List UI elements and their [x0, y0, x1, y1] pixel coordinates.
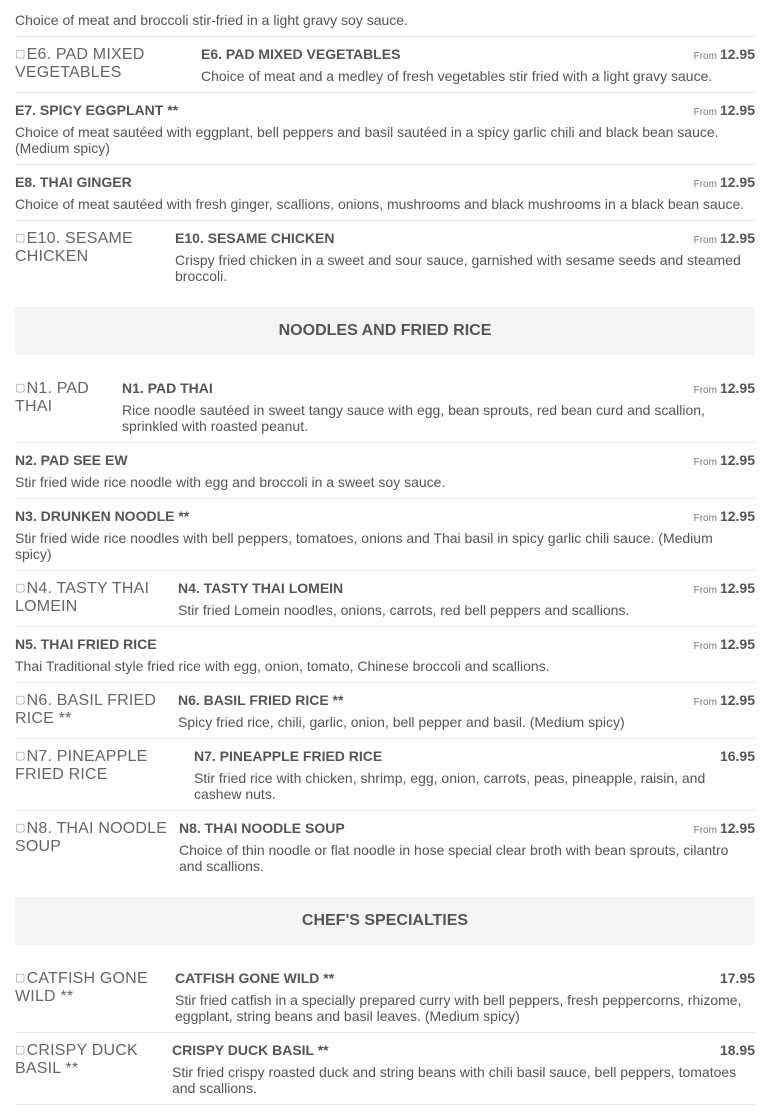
price-amount: 12.95 — [719, 580, 755, 596]
menu-item-name[interactable]: N5. THAI FRIED RICE — [15, 636, 157, 652]
menu-item[interactable] — [15, 739, 755, 811]
price-amount: 12.95 — [719, 230, 755, 246]
menu-item[interactable] — [15, 961, 755, 1033]
price-amount: 12.95 — [719, 452, 755, 468]
menu-item[interactable] — [15, 443, 755, 499]
menu-item-name[interactable]: E8. THAI GINGER — [15, 174, 132, 190]
menu-item[interactable] — [15, 165, 755, 221]
menu-item-inner[interactable] — [15, 93, 755, 164]
menu-item-header — [172, 1041, 755, 1059]
menu-item-description: Choice of meat sautéed with eggplant, bell peppers and basil sautéed in a spicy garlic chili and black bean sauce. (Medium spicy) — [15, 124, 719, 156]
price-amount: 12.95 — [719, 102, 755, 118]
menu-item-description: Stir fried rice with chicken, shrimp, egg, onion, carrots, peas, pineapple, raisin, and cashew nuts. — [194, 770, 706, 802]
menu-item-price — [720, 1042, 755, 1058]
menu-item-image — [15, 45, 201, 82]
menu-item-body — [194, 747, 755, 802]
menu-item-inner[interactable] — [15, 165, 755, 220]
menu-item-price — [694, 174, 755, 190]
price-from-label: From — [693, 179, 717, 190]
menu-item-inner[interactable] — [15, 961, 755, 1032]
menu-item-image — [15, 579, 178, 616]
image-alt-text: ▢ N4. TASTY THAI LOMEIN — [15, 580, 149, 615]
menu-item-name[interactable]: E6. PAD MIXED VEGETABLES — [201, 46, 401, 62]
image-alt-text: ▢ N1. PAD THAI — [15, 380, 89, 415]
menu-item-body — [172, 1041, 755, 1096]
section-header: CHEF'S SPECIALTIES — [15, 897, 755, 945]
menu-item-inner[interactable] — [15, 571, 755, 626]
menu-item[interactable] — [15, 0, 755, 37]
menu-item-inner[interactable] — [15, 739, 755, 810]
menu-item-price — [694, 46, 755, 62]
menu-item-body — [122, 379, 755, 434]
section-header: NOODLES AND FRIED RICE — [15, 307, 755, 355]
price-amount: 16.95 — [719, 748, 755, 764]
menu-item-price — [694, 636, 755, 652]
menu-item-description: Choice of meat sautéed with fresh ginger, scallions, onions, mushrooms and black mushrooms in a black bean sauce. — [15, 196, 745, 212]
menu-item-inner[interactable] — [15, 499, 755, 570]
menu-item-body — [201, 45, 755, 84]
image-alt-text: ▢ E10. SESAME CHICKEN — [15, 230, 133, 265]
image-alt-text: ▢ CRISPY DUCK BASIL ** — [15, 1042, 138, 1077]
menu-item-name[interactable]: N6. BASIL FRIED RICE ** — [178, 692, 344, 708]
menu-item-body — [15, 173, 755, 212]
price-from-label: From — [693, 513, 717, 524]
menu-item-description: Choice of thin noodle or flat noodle in hose special clear broth with bean sprouts, cilantro and scallions. — [179, 842, 729, 874]
menu-item-name[interactable]: N3. DRUNKEN NOODLE ** — [15, 508, 190, 524]
menu-item-name[interactable]: E10. SESAME CHICKEN — [175, 230, 335, 246]
menu-item-header — [15, 101, 755, 119]
price-from-label: From — [693, 457, 717, 468]
price-amount: 12.95 — [719, 820, 755, 836]
menu-item-header — [194, 747, 755, 765]
menu-item-inner[interactable] — [15, 627, 755, 682]
price-amount: 12.95 — [719, 46, 755, 62]
menu-item-price — [694, 102, 755, 118]
menu-item-header — [15, 173, 755, 191]
menu-item-inner[interactable] — [15, 1033, 755, 1104]
menu-item-header — [15, 507, 755, 525]
menu-item-price — [694, 380, 755, 396]
menu-item-header — [175, 969, 755, 987]
menu-item-description: Crispy fried chicken in a sweet and sour sauce, garnished with sesame seeds and steamed broccoli. — [175, 252, 741, 284]
menu-item-header — [178, 691, 755, 709]
price-from-label: From — [693, 825, 717, 836]
image-alt-text: ▢ CATFISH GONE WILD ** — [15, 970, 148, 1005]
menu-item-inner[interactable] — [15, 683, 755, 738]
menu-list — [15, 0, 755, 1105]
menu-item-price — [720, 748, 755, 764]
menu-item-inner[interactable] — [15, 0, 755, 36]
image-alt-text: ▢ N8. THAI NOODLE SOUP — [15, 820, 167, 855]
menu-item[interactable] — [15, 371, 755, 443]
menu-item-body — [15, 635, 755, 674]
menu-item-description: Stir fried crispy roasted duck and string beans with chili basil sauce, bell peppers, tomatoes and scallions. — [172, 1064, 737, 1096]
price-amount: 12.95 — [719, 174, 755, 190]
price-from-label: From — [693, 697, 717, 708]
menu-item[interactable] — [15, 221, 755, 292]
menu-item-price — [694, 820, 755, 836]
menu-item-price — [720, 970, 755, 986]
menu-item-body — [15, 507, 755, 562]
menu-item[interactable] — [15, 571, 755, 627]
menu-item-body — [15, 451, 755, 490]
menu-item-description: Thai Traditional style fried rice with egg, onion, tomato, Chinese broccoli and scallions. — [15, 658, 550, 674]
menu-item-image — [15, 969, 175, 1006]
image-alt-text: ▢ N7. PINEAPPLE FRIED RICE — [15, 748, 147, 783]
menu-item-price — [694, 452, 755, 468]
menu-item-description: Choice of meat and a medley of fresh vegetables stir fried with a light gravy sauce. — [201, 68, 713, 84]
menu-item[interactable] — [15, 93, 755, 165]
menu-item-header — [15, 451, 755, 469]
menu-item-image — [15, 379, 122, 416]
menu-item-price — [694, 508, 755, 524]
menu-item-image — [15, 1041, 172, 1078]
menu-item-description: Rice noodle sautéed in sweet tangy sauce with egg, bean sprouts, red bean curd and scallion, sprinkled with roasted peanut. — [122, 402, 705, 434]
menu-item-inner[interactable] — [15, 371, 755, 442]
menu-item-inner[interactable] — [15, 443, 755, 498]
menu-item-image — [15, 691, 178, 728]
menu-item-price — [694, 692, 755, 708]
price-from-label: From — [693, 51, 717, 62]
menu-item-name[interactable]: N1. PAD THAI — [122, 380, 213, 396]
image-alt-text: ▢ N6. BASIL FRIED RICE ** — [15, 692, 156, 727]
menu-item-price — [694, 580, 755, 596]
menu-item-name[interactable]: CRISPY DUCK BASIL ** — [172, 1042, 329, 1058]
menu-item-description: Choice of meat and broccoli stir-fried in a light gravy soy sauce. — [15, 12, 408, 28]
menu-item-header — [15, 635, 755, 653]
price-from-label: From — [693, 107, 717, 118]
menu-item-name[interactable]: E7. SPICY EGGPLANT ** — [15, 102, 179, 118]
menu-item-body — [178, 579, 755, 618]
menu-item-price — [694, 230, 755, 246]
menu-item-description: Stir fried wide rice noodles with bell peppers, tomatoes, onions and Thai basil in spicy garlic chili sauce. (Medium spicy) — [15, 530, 713, 562]
price-amount: 12.95 — [719, 636, 755, 652]
menu-item-body — [179, 819, 755, 874]
menu-item-header — [201, 45, 755, 63]
menu-item-name[interactable]: CATFISH GONE WILD ** — [175, 970, 335, 986]
menu-item[interactable] — [15, 683, 755, 739]
menu-item-name[interactable]: N2. PAD SEE EW — [15, 452, 128, 468]
menu-item-header — [122, 379, 755, 397]
price-from-label: From — [693, 385, 717, 396]
menu-item-inner[interactable] — [15, 221, 755, 292]
price-amount: 12.95 — [719, 692, 755, 708]
menu-item-body — [15, 7, 755, 28]
menu-item-description: Spicy fried rice, chili, garlic, onion, bell pepper and basil. (Medium spicy) — [178, 714, 625, 730]
menu-item-inner[interactable] — [15, 811, 755, 882]
menu-item-description: Stir fried catfish in a specially prepared curry with bell peppers, fresh peppercorns, rhizome, eggplant, string beans and basil leaves. (Medium spicy) — [175, 992, 742, 1024]
menu-item-name[interactable]: N8. THAI NOODLE SOUP — [179, 820, 345, 836]
menu-item-image — [15, 229, 175, 266]
menu-item-header — [179, 819, 755, 837]
price-amount: 12.95 — [719, 380, 755, 396]
image-alt-text: ▢ E6. PAD MIXED VEGETABLES — [15, 46, 144, 81]
menu-item[interactable] — [15, 37, 755, 93]
menu-item-body — [175, 229, 755, 284]
price-from-label: From — [693, 585, 717, 596]
menu-item-image — [15, 747, 194, 784]
menu-item[interactable] — [15, 499, 755, 571]
menu-item-name[interactable]: N4. TASTY THAI LOMEIN — [178, 580, 344, 596]
menu-item[interactable] — [15, 811, 755, 882]
menu-item-inner[interactable] — [15, 37, 755, 92]
price-amount: 12.95 — [719, 508, 755, 524]
price-amount: 18.95 — [719, 1042, 755, 1058]
price-amount: 17.95 — [719, 970, 755, 986]
price-from-label: From — [693, 235, 717, 246]
menu-item-body — [175, 969, 755, 1024]
menu-item-description: Stir fried Lomein noodles, onions, carrots, red bell peppers and scallions. — [178, 602, 630, 618]
menu-item-header — [178, 579, 755, 597]
menu-item-description: Stir fried wide rice noodle with egg and broccoli in a sweet soy sauce. — [15, 474, 446, 490]
menu-item-name[interactable]: N7. PINEAPPLE FRIED RICE — [194, 748, 383, 764]
menu-item[interactable] — [15, 627, 755, 683]
menu-item[interactable] — [15, 1033, 755, 1105]
menu-item-body — [178, 691, 755, 730]
menu-item-header — [175, 229, 755, 247]
menu-item-image — [15, 819, 179, 856]
menu-item-body — [15, 101, 755, 156]
price-from-label: From — [693, 641, 717, 652]
